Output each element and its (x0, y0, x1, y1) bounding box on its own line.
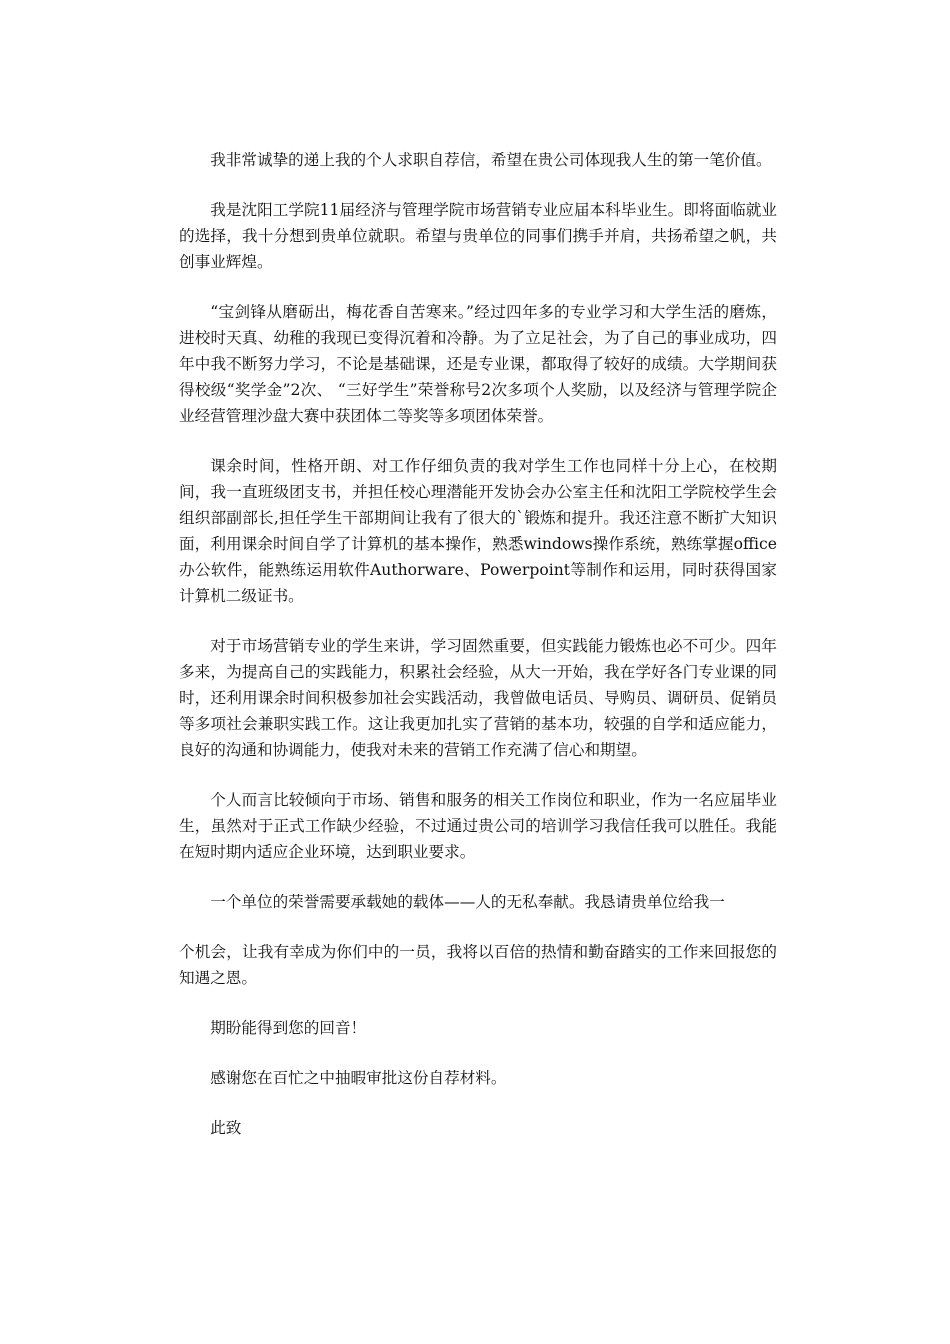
paragraph-extracurricular: 课余时间，性格开朗、对工作仔细负责的我对学生工作也同样十分上心，在校期间，我一直班级团支书，并担任校心理潜能开发协会办公室主任和沈阳工学院校学生会组织部副部长,担任学生干部期间让我有了很大的`锻炼和提升。我还注意不断扩大知识面，利用课余时间自学了计算机的基本操作，熟悉windows操作系统，熟练掌握office办公软件，能熟练运用软件Authorware、Powerpoint等制作和运用，同时获得国家计算机二级证书。 (179, 457, 777, 605)
paragraph-background: 我是沈阳工学院11届经济与管理学院市场营销专业应届本科毕业生。即将面临就业的选择，我十分想到贵单位就职。希望与贵单位的同事们携手并肩，共扬希望之帆，共创事业辉煌。 (179, 201, 777, 271)
paragraph-practice: 对于市场营销专业的学生来讲，学习固然重要，但实践能力锻炼也必不可少。四年多来，为提高自己的实践能力，积累社会经验，从大一开始，我在学好各门专业课的同时，还利用课余时间积极参加社会实践活动，我曾做电话员、导购员、调研员、促销员等多项社会兼职实践工作。这让我更加扎实了营销的基本功，较强的自学和适应能力，良好的沟通和协调能力，使我对未来的营销工作充满了信心和期望。 (179, 637, 777, 759)
paragraph-career-preference: 个人而言比较倾向于市场、销售和服务的相关工作岗位和职业，作为一名应届毕业生，虽然对于正式工作缺少经验，不过通过贵公司的培训学习我信任我可以胜任。我能在短时期内适应企业环境，达到职业要求。 (179, 791, 777, 861)
paragraph-thanks: 感谢您在百忙之中抽暇审批这份自荐材料。 (210, 1069, 507, 1087)
paragraph-request-continued: 个机会，让我有幸成为你们中的一员，我将以百倍的热情和勤奋踏实的工作来回报您的知遇之恩。 (179, 943, 777, 987)
paragraph-achievements: “宝剑锋从磨砺出，梅花香自苦寒来。”经过四年多的专业学习和大学生活的磨炼，进校时天真、幼稚的我现已变得沉着和冷静。为了立足社会，为了自己的事业成功，四年中我不断努力学习，不论是基础课，还是专业课，都取得了较好的成绩。大学期间获得校级“奖学金”2次、 “三好学生”荣誉称号2次多项个人奖励，以及经济与管理学院企业经营管理沙盘大赛中获团体二等奖等多项团体荣誉。 (179, 303, 777, 425)
paragraph-hope: 期盼能得到您的回音！ (210, 1019, 367, 1037)
paragraph-request: 一个单位的荣誉需要承载她的载体——人的无私奉献。我恳请贵单位给我一 (210, 893, 725, 911)
paragraph-intro: 我非常诚挚的递上我的个人求职自荐信，希望在贵公司体现我人生的第一笔价值。 (210, 151, 772, 169)
letter-body (179, 147, 777, 1165)
paragraph-closing: 此致 (210, 1119, 242, 1137)
